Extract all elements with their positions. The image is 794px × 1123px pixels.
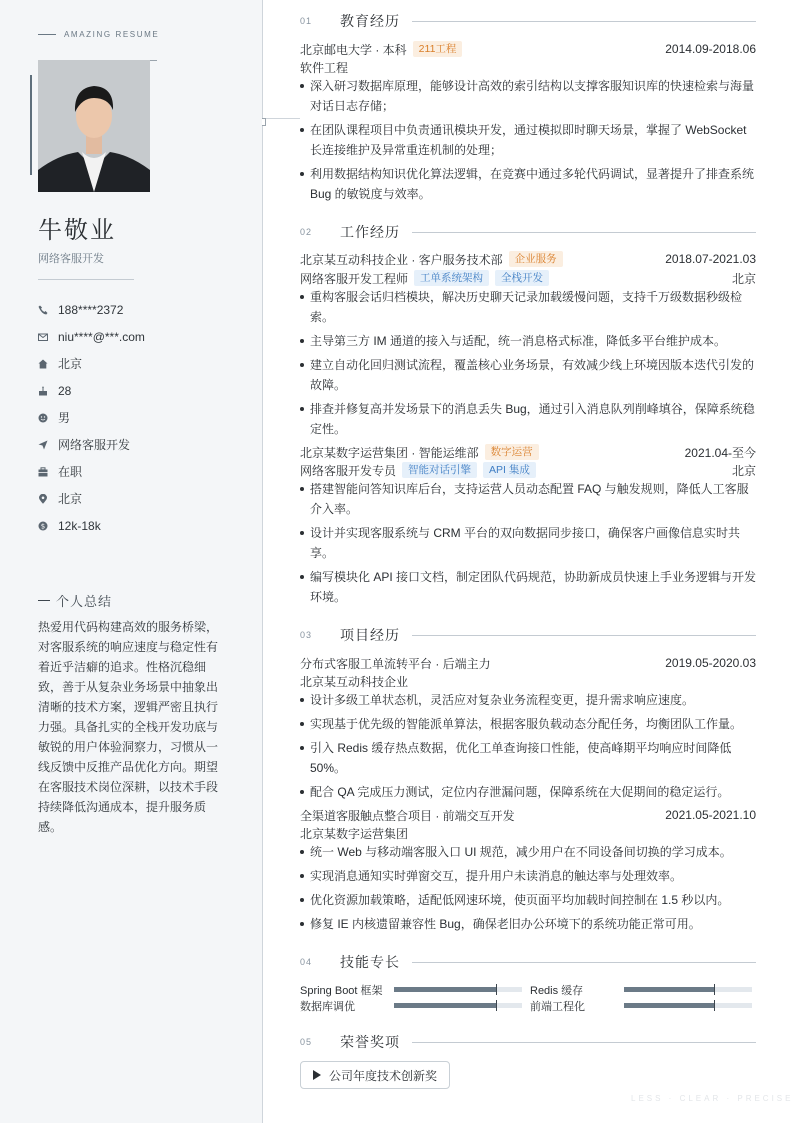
- info-location: [38, 485, 145, 512]
- award-badge: [300, 1061, 450, 1089]
- info-text: niu****@***.com: [58, 329, 145, 344]
- skill-name: Redis 缓存: [530, 985, 584, 997]
- section-awards-header: [300, 1032, 756, 1052]
- work-role-row: [300, 269, 756, 287]
- list-item: 利用数据结构知识优化算法逻辑，在竞赛中通过多轮代码调试，显著提升了排查系统 Bug 的敏锐度与效率。: [300, 164, 756, 204]
- info-text: 188****2372: [58, 302, 124, 317]
- list-item: 设计多级工单状态机，灵活应对复杂业务流程变更，提升需求响应速度。: [300, 690, 756, 710]
- skill-name: Spring Boot 框架: [300, 985, 383, 997]
- skill-name: 数据库调优: [300, 1001, 355, 1013]
- divider: [262, 118, 300, 119]
- list-item: 配合 QA 完成压力测试，定位内存泄漏问题，保障系统在大促期间的稳定运行。: [300, 782, 756, 802]
- role-tag: API 集成: [483, 462, 536, 478]
- work-date: 2018.07-2021.03: [665, 252, 756, 266]
- divider-marker: [262, 118, 266, 126]
- info-age: [38, 377, 145, 404]
- work-bullets: [300, 479, 756, 611]
- info-text: 北京: [58, 492, 83, 506]
- info-phone: [38, 296, 145, 323]
- cake-icon: [38, 386, 48, 396]
- section-number: 03: [300, 630, 313, 640]
- section-work-header: [300, 222, 756, 242]
- skill-bar: [394, 987, 522, 992]
- info-gender: [38, 404, 145, 431]
- info-text: 男: [58, 411, 71, 425]
- section-number: 04: [300, 957, 313, 967]
- candidate-position: 网络客服开发: [38, 253, 104, 265]
- project-bullets: [300, 842, 756, 938]
- project-org-row: [300, 672, 756, 690]
- section-title: 技能专长: [340, 954, 400, 970]
- work-company-row: [300, 250, 756, 268]
- list-item: 深入研习数据库原理，能够设计高效的索引结构以支撑客服知识库的快速检索与海量对话日志存储；: [300, 76, 756, 116]
- play-icon: [313, 1070, 321, 1080]
- major-row: [300, 58, 756, 76]
- section-number: 01: [300, 16, 313, 26]
- education-row: [300, 40, 756, 58]
- list-item: 排查并修复高并发场景下的消息丢失 Bug，通过引入消息队列削峰填谷，保障系统稳定性。: [300, 399, 756, 439]
- home-icon: [38, 359, 48, 369]
- role-name: 网络客服开发工程师: [300, 271, 409, 286]
- company-name: 北京某数字运营集团 · 智能运维部: [300, 445, 479, 460]
- photo-accent-line: [30, 75, 32, 175]
- role-tag: 工单系统架构: [414, 270, 489, 286]
- skill-bar: [624, 1003, 752, 1008]
- list-item: 主导第三方 IM 通道的接入与适配，统一消息格式标准，降低多平台维护成本。: [300, 331, 756, 351]
- summary-text: 热爱用代码构建高效的服务桥梁，对客服系统的响应速度与稳定性有着近乎洁癖的追求。性格沉稳细致，善于从复杂业务场景中抽象出清晰的技术方案，逻辑严密且执行力强。具备扎实的全栈开发功底与敏锐的用户体验洞察力，习惯从一线反馈中反推产品优化方向。期望在客服技术岗位深耕，以技术手段持续降低沟通成本，提升服务质感。: [38, 620, 219, 834]
- work-company-row: [300, 443, 756, 461]
- location-pin-icon: [38, 494, 48, 504]
- section-title: 工作经历: [340, 224, 400, 240]
- section-skills-header: [300, 952, 756, 972]
- section-title: 教育经历: [340, 13, 400, 29]
- major: 软件工程: [300, 60, 349, 75]
- divider: [38, 279, 134, 280]
- mail-icon: [38, 332, 48, 342]
- section-number: 02: [300, 227, 313, 237]
- skill-bar: [394, 1003, 522, 1008]
- role-tag: 智能对话引擎: [402, 462, 477, 478]
- project-name: 全渠道客服触点整合项目 · 前端交互开发: [300, 808, 515, 823]
- summary-title-text: 个人总结: [56, 594, 113, 609]
- profile-photo: [38, 60, 150, 192]
- brand-label: AMAZING RESUME: [64, 30, 160, 39]
- info-email: [38, 323, 145, 350]
- project-org: 北京某互动科技企业: [300, 674, 409, 689]
- list-item: 编写模块化 API 接口文档，制定团队代码规范，协助新成员快速上手业务逻辑与开发环境。: [300, 567, 756, 607]
- work-bullets: [300, 287, 756, 443]
- list-item: 搭建智能问答知识库后台，支持运营人员动态配置 FAQ 与触发规则，降低人工客服介入率。: [300, 479, 756, 519]
- info-text: 网络客服开发: [58, 438, 131, 452]
- svg-text:$: $: [40, 522, 46, 530]
- skill-name: 前端工程化: [530, 1001, 585, 1013]
- sidebar: [0, 0, 263, 1123]
- education-date: 2014.09-2018.06: [665, 42, 756, 56]
- phone-icon: [38, 305, 48, 315]
- work-role-row: [300, 461, 756, 479]
- info-target: [38, 431, 145, 458]
- info-salary: [38, 512, 145, 539]
- info-status: [38, 458, 145, 485]
- list-item: 引入 Redis 缓存热点数据，优化工单查询接口性能，使高峰期平均响应时间降低 50%。: [300, 738, 756, 778]
- project-date: 2019.05-2020.03: [665, 656, 756, 670]
- portrait-image: [38, 60, 150, 192]
- info-text: 北京: [58, 357, 83, 371]
- section-title: 荣誉奖项: [340, 1034, 400, 1050]
- company-tag: 数字运营: [485, 444, 539, 460]
- school-name: 北京邮电大学 · 本科: [300, 42, 407, 57]
- briefcase-icon: [38, 467, 48, 477]
- section-education-header: [300, 11, 756, 31]
- list-item: 建立自动化回归测试流程，覆盖核心业务场景，有效减少线上环境因版本迭代引发的故障。: [300, 355, 756, 395]
- project-date: 2021.05-2021.10: [665, 808, 756, 822]
- project-row: [300, 654, 756, 672]
- list-item: 实现消息通知实时弹窗交互，提升用户未读消息的触达率与处理效率。: [300, 866, 756, 886]
- company-name: 北京某互动科技企业 · 客户服务技术部: [300, 252, 503, 267]
- candidate-name: 牛敬业: [38, 217, 116, 244]
- skill-bar: [624, 987, 752, 992]
- project-name: 分布式客服工单流转平台 · 后端主力: [300, 656, 491, 671]
- face-icon: [38, 413, 48, 423]
- list-item: 设计并实现客服系统与 CRM 平台的双向数据同步接口，确保客户画像信息实时共享。: [300, 523, 756, 563]
- award-name: 公司年度技术创新奖: [329, 1068, 438, 1083]
- role-name: 网络客服开发专员: [300, 463, 397, 478]
- project-row: [300, 806, 756, 824]
- section-title: 项目经历: [340, 627, 400, 643]
- info-text: 在职: [58, 465, 83, 479]
- list-item: 修复 IE 内核遗留兼容性 Bug，确保老旧办公环境下的系统功能正常可用。: [300, 914, 756, 934]
- company-tag: 企业服务: [509, 251, 563, 267]
- section-number: 05: [300, 1037, 313, 1047]
- list-item: 统一 Web 与移动端客服入口 UI 规范，减少用户在不同设备间切换的学习成本。: [300, 842, 756, 862]
- project-org-row: [300, 824, 756, 842]
- summary-title: [38, 591, 112, 610]
- project-bullets: [300, 690, 756, 806]
- send-icon: [38, 440, 48, 450]
- section-project-header: [300, 625, 756, 645]
- info-text: 28: [58, 383, 72, 398]
- brand: [38, 30, 159, 39]
- project-org: 北京某数字运营集团: [300, 826, 409, 841]
- contact-info: [38, 296, 145, 539]
- list-item: 实现基于优先级的智能派单算法，根据客服负载动态分配任务，均衡团队工作量。: [300, 714, 756, 734]
- school-tag: 211工程: [413, 41, 463, 57]
- role-tag: 全栈开发: [495, 270, 549, 286]
- list-item: 在团队课程项目中负责通讯模块开发，通过模拟即时聊天场景，掌握了 WebSocket 长连接维护及异常重连机制的处理；: [300, 120, 756, 160]
- work-date: 2021.04-至今: [684, 445, 756, 460]
- education-bullets: [300, 76, 756, 208]
- money-icon: [38, 521, 48, 531]
- watermark: LESS · CLEAR · PRECISE: [631, 1094, 794, 1103]
- list-item: 重构客服会话归档模块，解决历史聊天记录加载缓慢问题，支持千万级数据秒级检索。: [300, 287, 756, 327]
- list-item: 优化资源加载策略，适配低网速环境，使页面平均加载时间控制在 1.5 秒以内。: [300, 890, 756, 910]
- info-city: [38, 350, 145, 377]
- work-city: 北京: [731, 463, 756, 478]
- info-text: 12k-18k: [58, 518, 101, 533]
- work-city: 北京: [731, 271, 756, 286]
